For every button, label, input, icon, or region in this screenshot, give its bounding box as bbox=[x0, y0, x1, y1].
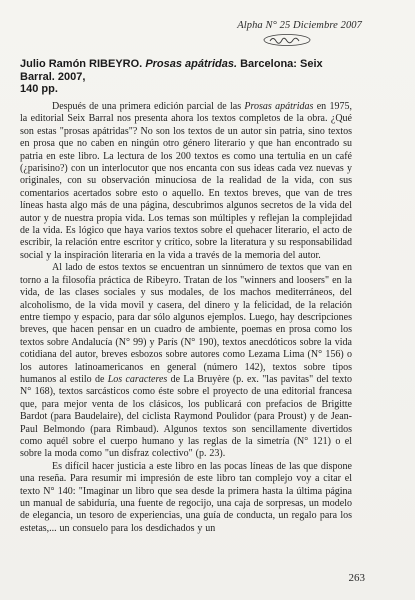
paragraph-2-text-b: de La Bruyère (p. ex. "las pavitas" del texto N° 168), textos sarcásticos como éste sobre el proyecto de una editorial francesa que, para mejor venta de los clásicos, los publicará con prefacios de Brigitte Bardot (para Baudelaire), del ciclista Raymond Poulidor (para Proust) y de Jean-Paul Belmondo (para Rimbaud). Algunos textos son sencillamente divertidos como aquél sobre el cuerpo humano y las reglas de la simetría (N° 121) o el sobre la moda como "un disfraz colectivo" (p. 23). bbox=[20, 373, 353, 460]
review-pages: 140 pp. bbox=[20, 83, 58, 95]
page-number: 263 bbox=[348, 572, 365, 584]
paragraph-2-book-title: Los caracteres bbox=[107, 373, 168, 385]
paragraph-2 bbox=[20, 262, 352, 461]
running-head: Alpha N° 25 Diciembre 2007 bbox=[237, 20, 362, 31]
review-book-title: Prosas apátridas. bbox=[145, 58, 238, 70]
paragraph-1-text-b: en 1975, la editorial Seix Barral nos presenta ahora los textos completos de la obra. ¿Qué son estas "prosas apátridas"? No son los textos de un autor sin patria, sino textos en prosa que no caben en ningún otro género literario y que han encontrado su patria en este libro. La lectura de los 200 textos es como una tertulia en un café (¿parisino?) con un interlocutor que nos encanta con sus ideas cada vez nuevas y originales, con su observación minuciosa de la realidad de la vida, con sus comentarios acertados sobre esto o aquello. En textos breves, que van de tres líneas hasta algo más de una página, descubrimos algunos secretos de la vida del autor y de nuestra propia vida. Los temas son múltiples y reflejan la complejidad de la vida. Es lógico que haya varios textos sobre el quehacer literario, el acto de escribir, la relación entre escritor y crítico, sobre la literatura y su responsabilidad social y la inspiración literaria en la vida a través de la memoria del autor. bbox=[20, 101, 352, 261]
review-publisher: Barcelona: Seix Barral. 2007, bbox=[20, 58, 323, 83]
paragraph-2-text-a: Al lado de estos textos se encuentran un sinnúmero de textos que van en torno a la filosofía práctica de Ribeyro. Tratan de los "winners and loosers" en la vida, de las clases sociales y sus modales, de los machos mediterráneos, del alcoholismo, de la vida movil y casera, del dinero y la felicidad, de la relación entre tiempo y espacio, para dar sólo algunos ejemplos. Luego, hay descripciones breves, que hacen pensar en un cuadro de ambiente, poemas en prosa como los textos sobre Andalucía (N° 99) y París (N° 190), textos anecdóticos sobre la vida cotidiana del autor, breves esbozos sobre autores como Lezama Lima (N° 156) o los autores latinoamericanos en general (número 142), textos sobre tipos humanos al estilo de bbox=[20, 262, 352, 385]
review-author: Julio Ramón RIBEYRO. bbox=[20, 58, 143, 70]
review-heading bbox=[20, 58, 360, 96]
review-body bbox=[20, 101, 352, 535]
paragraph-1 bbox=[20, 101, 352, 262]
paragraph-3: Es difícil hacer justicia a este libro en las pocas líneas de las que dispone una reseña. Para resumir mi impresión de este libro tan complejo voy a citar el texto N° 140: "Imaginar un libro que sea desde la primera hasta la última página un manual de sabiduría, una fuente de regocijo, una caja de sorpresas, un modelo de elegancia, un tesoro de experiencias, una guía de conducta, un regalo para los estetas,... un consuelo para los desdichados y un bbox=[20, 460, 352, 534]
paragraph-1-text-a: Después de una primera edición parcial de las bbox=[52, 101, 245, 112]
handwritten-mark-icon bbox=[262, 33, 312, 47]
paragraph-1-book-title: Prosas apátridas bbox=[244, 101, 314, 112]
